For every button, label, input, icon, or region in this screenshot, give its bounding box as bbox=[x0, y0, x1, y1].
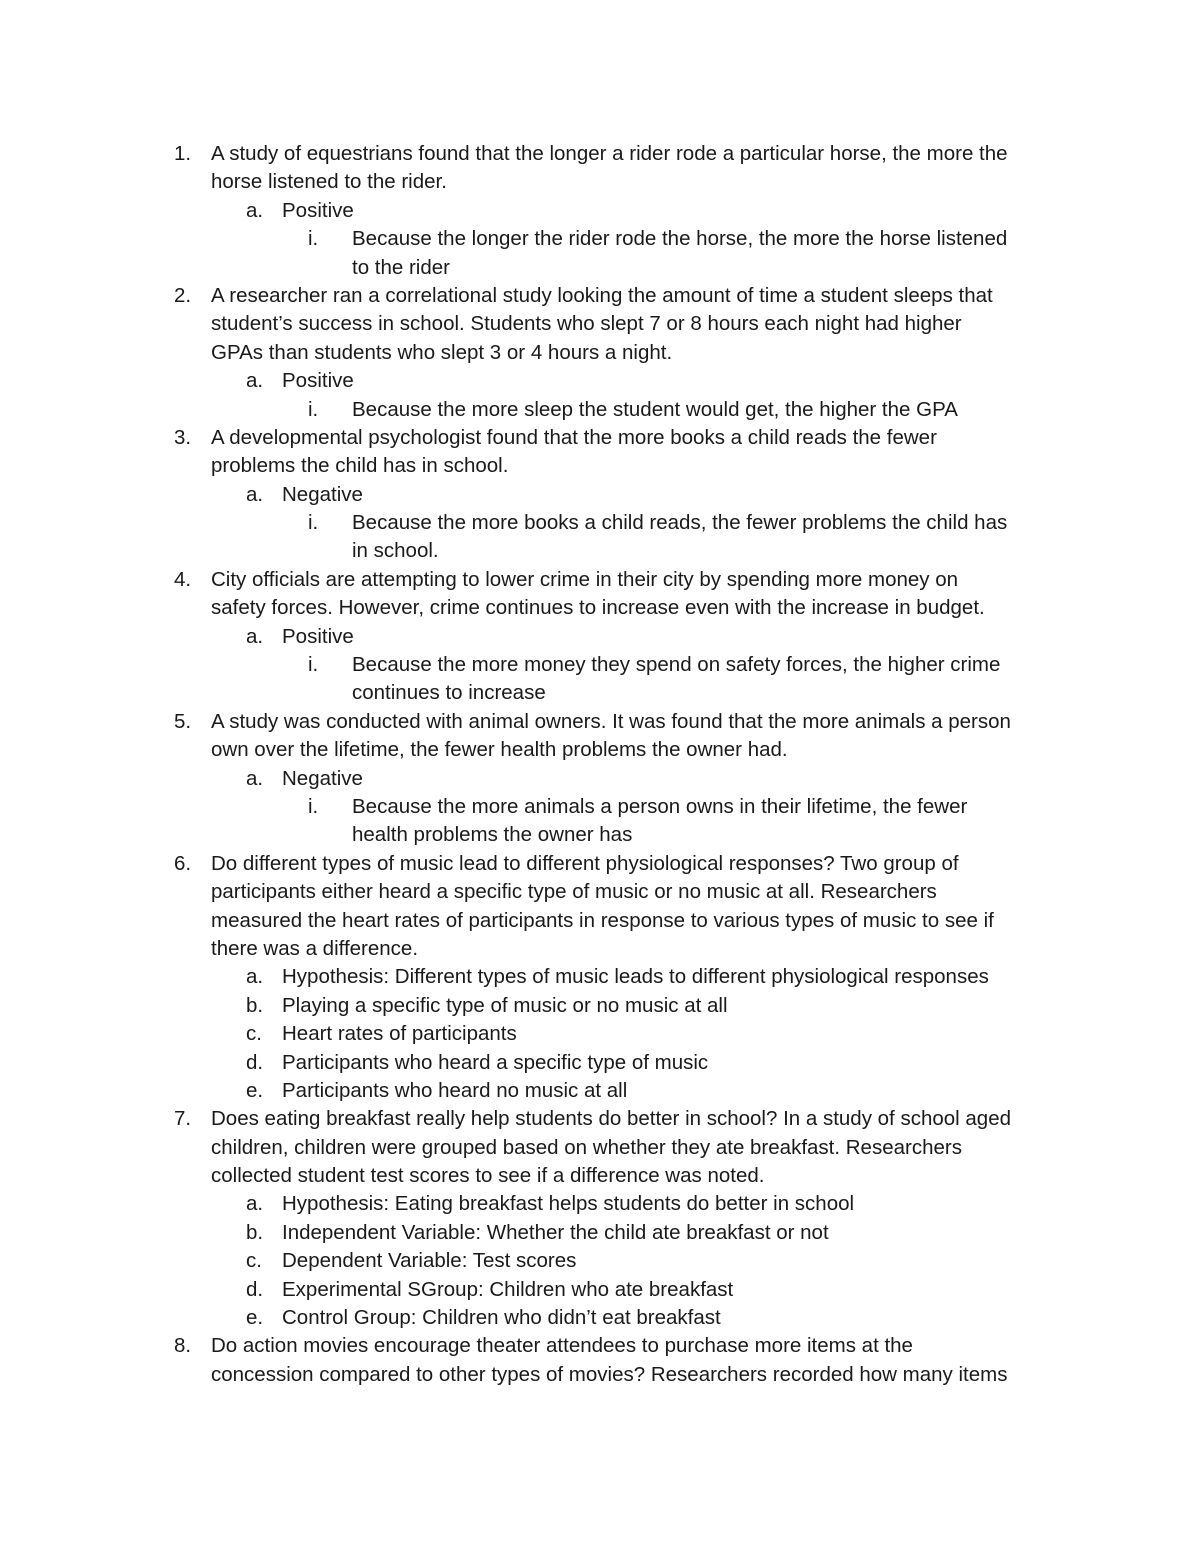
answer-line bbox=[0, 197, 1200, 225]
question-list bbox=[0, 140, 1200, 1389]
explanation-text: in school. bbox=[352, 539, 439, 563]
question-line bbox=[0, 850, 1200, 878]
question-line bbox=[0, 1332, 1200, 1360]
answer-text: Positive bbox=[282, 198, 354, 222]
answer-marker: a. bbox=[246, 198, 264, 222]
question-text: student’s success in school. Students who slept 7 or 8 hours each night had higher bbox=[211, 312, 962, 336]
explanation-line bbox=[0, 651, 1200, 679]
explanation-line bbox=[0, 679, 1200, 707]
question-text: Do action movies encourage theater attendees to purchase more items at the bbox=[211, 1334, 913, 1358]
answer-line bbox=[0, 1304, 1200, 1332]
question-text: Does eating breakfast really help students do better in school? In a study of school aged bbox=[211, 1107, 1012, 1131]
question-marker: 2. bbox=[174, 283, 192, 307]
question-text: concession compared to other types of movies? Researchers recorded how many items bbox=[211, 1362, 1008, 1386]
question-line bbox=[0, 907, 1200, 935]
explanation-line bbox=[0, 537, 1200, 565]
question-line bbox=[0, 282, 1200, 310]
answer-marker: c. bbox=[246, 1249, 262, 1273]
explanation-line bbox=[0, 396, 1200, 424]
explanation-marker: i. bbox=[308, 653, 319, 677]
explanation-marker: i. bbox=[308, 794, 319, 818]
answer-marker: d. bbox=[246, 1050, 264, 1074]
question-line bbox=[0, 424, 1200, 452]
explanation-line bbox=[0, 509, 1200, 537]
answer-line bbox=[0, 1276, 1200, 1304]
question-line bbox=[0, 708, 1200, 736]
question-line bbox=[0, 168, 1200, 196]
question-line bbox=[0, 594, 1200, 622]
answer-line bbox=[0, 1190, 1200, 1218]
question-text: own over the lifetime, the fewer health problems the owner had. bbox=[211, 738, 788, 762]
explanation-line bbox=[0, 821, 1200, 849]
answer-marker: a. bbox=[246, 766, 264, 790]
explanation-text: health problems the owner has bbox=[352, 823, 633, 847]
question-marker: 5. bbox=[174, 709, 192, 733]
explanation-text: continues to increase bbox=[352, 681, 546, 705]
explanation-text: Because the longer the rider rode the horse, the more the horse listened bbox=[352, 227, 1008, 251]
answer-text: Independent Variable: Whether the child ate breakfast or not bbox=[282, 1220, 829, 1244]
question-text: horse listened to the rider. bbox=[211, 170, 447, 194]
question-marker: 6. bbox=[174, 851, 192, 875]
question-line bbox=[0, 140, 1200, 168]
answer-line bbox=[0, 1219, 1200, 1247]
answer-marker: a. bbox=[246, 624, 264, 648]
answer-text: Hypothesis: Eating breakfast helps students do better in school bbox=[282, 1192, 855, 1216]
explanation-line bbox=[0, 225, 1200, 253]
question-text: Do different types of music lead to different physiological responses? Two group of bbox=[211, 851, 959, 875]
question-text: participants either heard a specific type of music or no music at all. Researchers bbox=[211, 880, 937, 904]
answer-marker: d. bbox=[246, 1277, 264, 1301]
question-line bbox=[0, 736, 1200, 764]
answer-line bbox=[0, 1020, 1200, 1048]
answer-text: Experimental SGroup: Children who ate breakfast bbox=[282, 1277, 734, 1301]
question-text: safety forces. However, crime continues to increase even with the increase in budget. bbox=[211, 596, 985, 620]
question-line bbox=[0, 1105, 1200, 1133]
answer-marker: e. bbox=[246, 1078, 264, 1102]
question-marker: 3. bbox=[174, 425, 192, 449]
answer-line bbox=[0, 963, 1200, 991]
question-line bbox=[0, 339, 1200, 367]
answer-text: Negative bbox=[282, 482, 363, 506]
answer-text: Negative bbox=[282, 766, 363, 790]
answer-line bbox=[0, 1247, 1200, 1275]
answer-text: Control Group: Children who didn’t eat breakfast bbox=[282, 1306, 721, 1330]
question-text: measured the heart rates of participants in response to various types of music to see if bbox=[211, 908, 994, 932]
question-text: A study of equestrians found that the longer a rider rode a particular horse, the more the bbox=[211, 142, 1008, 165]
explanation-marker: i. bbox=[308, 397, 319, 421]
question-line bbox=[0, 566, 1200, 594]
question-line bbox=[0, 1361, 1200, 1389]
answer-line bbox=[0, 481, 1200, 509]
question-line bbox=[0, 1134, 1200, 1162]
answer-marker: a. bbox=[246, 1192, 264, 1216]
answer-line bbox=[0, 1049, 1200, 1077]
answer-marker: b. bbox=[246, 993, 264, 1017]
answer-text: Dependent Variable: Test scores bbox=[282, 1249, 577, 1273]
question-marker: 4. bbox=[174, 567, 192, 591]
explanation-line bbox=[0, 793, 1200, 821]
question-text: A researcher ran a correlational study looking the amount of time a student sleeps that bbox=[211, 283, 993, 307]
answer-line bbox=[0, 623, 1200, 651]
answer-text: Hypothesis: Different types of music leads to different physiological responses bbox=[282, 965, 989, 989]
answer-line bbox=[0, 1077, 1200, 1105]
answer-line bbox=[0, 992, 1200, 1020]
explanation-text: Because the more money they spend on safety forces, the higher crime bbox=[352, 653, 1001, 677]
answer-marker: e. bbox=[246, 1306, 264, 1330]
question-text: problems the child has in school. bbox=[211, 454, 509, 478]
answer-text: Participants who heard a specific type of music bbox=[282, 1050, 709, 1074]
explanation-marker: i. bbox=[308, 511, 319, 535]
question-marker: 1. bbox=[174, 142, 192, 165]
question-text: A developmental psychologist found that the more books a child reads the fewer bbox=[211, 425, 937, 449]
answer-text: Heart rates of participants bbox=[282, 1022, 517, 1046]
explanation-text: Because the more sleep the student would get, the higher the GPA bbox=[352, 397, 958, 421]
answer-text: Playing a specific type of music or no music at all bbox=[282, 993, 728, 1017]
answer-text: Participants who heard no music at all bbox=[282, 1078, 628, 1102]
answer-marker: a. bbox=[246, 369, 264, 393]
question-marker: 8. bbox=[174, 1334, 192, 1358]
answer-marker: b. bbox=[246, 1220, 264, 1244]
explanation-text: to the rider bbox=[352, 255, 450, 279]
explanation-marker: i. bbox=[308, 227, 319, 251]
explanation-line bbox=[0, 254, 1200, 282]
question-line bbox=[0, 878, 1200, 906]
question-text: A study was conducted with animal owners. It was found that the more animals a person bbox=[211, 709, 1011, 733]
question-text: City officials are attempting to lower crime in their city by spending more money on bbox=[211, 567, 959, 591]
question-text: there was a difference. bbox=[211, 936, 419, 960]
question-line bbox=[0, 1162, 1200, 1190]
answer-marker: a. bbox=[246, 965, 264, 989]
explanation-text: Because the more animals a person owns in their lifetime, the fewer bbox=[352, 794, 968, 818]
question-text: children, children were grouped based on whether they ate breakfast. Researchers bbox=[211, 1135, 962, 1159]
question-text: collected student test scores to see if a difference was noted. bbox=[211, 1164, 765, 1188]
explanation-text: Because the more books a child reads, the fewer problems the child has bbox=[352, 511, 1008, 535]
answer-marker: c. bbox=[246, 1022, 262, 1046]
answer-text: Positive bbox=[282, 624, 354, 648]
question-text: GPAs than students who slept 3 or 4 hours a night. bbox=[211, 340, 673, 364]
question-marker: 7. bbox=[174, 1107, 192, 1131]
answer-text: Positive bbox=[282, 369, 354, 393]
answer-marker: a. bbox=[246, 482, 264, 506]
question-line bbox=[0, 452, 1200, 480]
answer-line bbox=[0, 765, 1200, 793]
question-line bbox=[0, 935, 1200, 963]
question-line bbox=[0, 310, 1200, 338]
answer-line bbox=[0, 367, 1200, 395]
